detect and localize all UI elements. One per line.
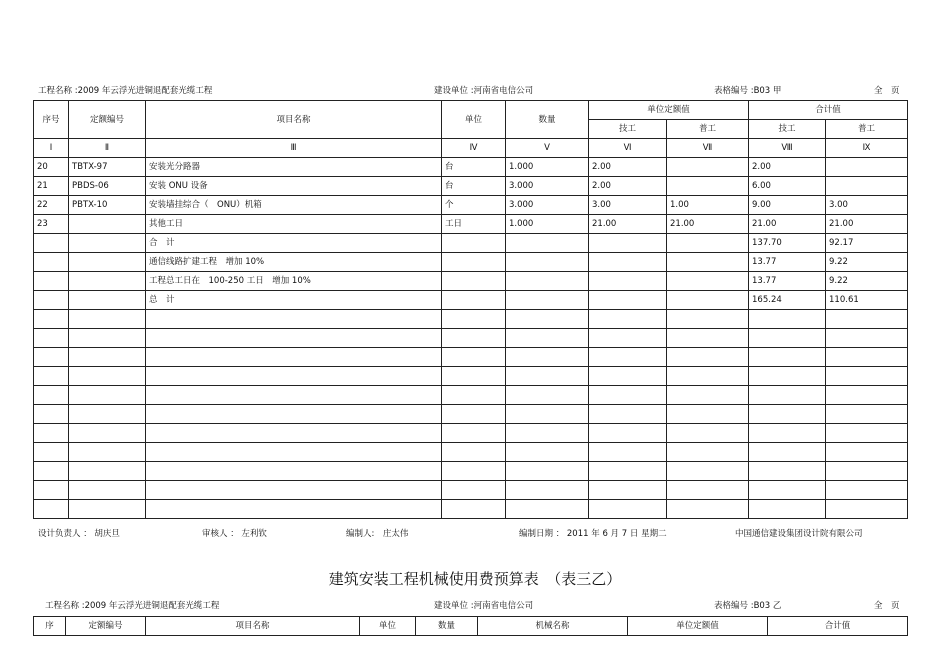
table-row [34, 158, 908, 177]
cell-unit [442, 329, 506, 348]
cell-qty [506, 500, 589, 519]
table-row [34, 405, 908, 424]
cell-qty: 1.000 [506, 158, 589, 177]
cell-item-name [146, 462, 442, 481]
roman-cell: Ⅰ [34, 139, 69, 158]
cell-total-general [826, 481, 908, 500]
table-row [34, 367, 908, 386]
cell-unit: 工日 [442, 215, 506, 234]
cell-unit-general [667, 367, 749, 386]
cell-quota-no [69, 329, 146, 348]
cell-item-name [146, 310, 442, 329]
cell-unit-skilled [589, 253, 667, 272]
table-row [34, 348, 908, 367]
cell-seq: 20 [34, 158, 69, 177]
cell-qty [506, 310, 589, 329]
cell-item-name [146, 424, 442, 443]
cell-total-skilled: 9.00 [749, 196, 826, 215]
cell-qty: 3.000 [506, 196, 589, 215]
cell-seq [34, 291, 69, 310]
cell-quota-no [69, 291, 146, 310]
machinery-budget-table [33, 616, 908, 636]
cell-seq: 21 [34, 177, 69, 196]
cell-qty [506, 462, 589, 481]
cell-total-general [826, 177, 908, 196]
cell-quota-no: PBDS-06 [69, 177, 146, 196]
cell-total-skilled [749, 424, 826, 443]
col-header-machine-name: 机械名称 [478, 617, 628, 636]
cell-qty [506, 291, 589, 310]
cell-qty [506, 405, 589, 424]
cell-unit-skilled [589, 367, 667, 386]
designer: 设计负责人 ： 胡庆旦 [38, 529, 120, 539]
cell-unit-skilled [589, 348, 667, 367]
cell-unit-general [667, 177, 749, 196]
col-header-quota-no: 定额编号 [69, 101, 146, 139]
cell-unit-general [667, 462, 749, 481]
col-header-unit-2: 单位 [360, 617, 416, 636]
table-row [34, 253, 908, 272]
col-header-general: 普工 [826, 120, 908, 139]
page-count: 全 页 [874, 86, 900, 96]
cell-seq [34, 405, 69, 424]
reviewer: 审核人 ： 左利钦 [202, 529, 267, 539]
cell-item-name: 总 计 [146, 291, 442, 310]
cell-total-general [826, 443, 908, 462]
cell-unit-skilled: 3.00 [589, 196, 667, 215]
cell-total-general [826, 348, 908, 367]
col-header-qty-2: 数量 [416, 617, 478, 636]
cell-unit-skilled: 2.00 [589, 177, 667, 196]
cell-quota-no [69, 253, 146, 272]
roman-cell: Ⅲ [146, 139, 442, 158]
cell-quota-no [69, 215, 146, 234]
cell-quota-no [69, 367, 146, 386]
cell-qty [506, 272, 589, 291]
cell-unit [442, 234, 506, 253]
roman-cell: Ⅸ [826, 139, 908, 158]
cell-item-name: 安装光分路器 [146, 158, 442, 177]
cell-unit [442, 424, 506, 443]
cell-unit-general [667, 310, 749, 329]
cell-qty [506, 443, 589, 462]
roman-cell: Ⅴ [506, 139, 589, 158]
cell-seq [34, 253, 69, 272]
cell-total-skilled: 137.70 [749, 234, 826, 253]
cell-qty [506, 386, 589, 405]
cell-seq [34, 272, 69, 291]
cell-total-general [826, 158, 908, 177]
cell-seq [34, 329, 69, 348]
cell-total-general [826, 329, 908, 348]
page-count-2: 全 页 [874, 601, 900, 611]
cell-unit-skilled [589, 272, 667, 291]
table-row [34, 481, 908, 500]
cell-seq [34, 424, 69, 443]
cell-unit [442, 481, 506, 500]
cell-qty [506, 253, 589, 272]
cell-quota-no [69, 481, 146, 500]
cell-unit-skilled [589, 291, 667, 310]
cell-seq [34, 481, 69, 500]
cell-unit-general [667, 405, 749, 424]
table-row [34, 443, 908, 462]
col-header-unit-quota-2: 单位定额值 [628, 617, 768, 636]
cell-unit-general [667, 443, 749, 462]
cell-item-name [146, 405, 442, 424]
table-row [34, 177, 908, 196]
cell-unit: 台 [442, 177, 506, 196]
cell-item-name [146, 500, 442, 519]
cell-item-name: 其他工日 [146, 215, 442, 234]
cell-total-skilled: 13.77 [749, 272, 826, 291]
table-row [34, 424, 908, 443]
cell-total-skilled [749, 348, 826, 367]
cell-seq [34, 386, 69, 405]
cell-unit-general: 1.00 [667, 196, 749, 215]
cell-unit-general [667, 481, 749, 500]
company-name: 中国通信建设集团设计院有限公司 [735, 529, 863, 539]
cell-total-general [826, 367, 908, 386]
cell-total-skilled: 21.00 [749, 215, 826, 234]
cell-total-general: 92.17 [826, 234, 908, 253]
col-header-general: 普工 [667, 120, 749, 139]
cell-unit-skilled [589, 481, 667, 500]
cell-seq [34, 462, 69, 481]
cell-unit-skilled [589, 310, 667, 329]
cell-seq [34, 367, 69, 386]
cell-seq [34, 234, 69, 253]
cell-quota-no [69, 234, 146, 253]
col-header-quota-no-2: 定额编号 [66, 617, 146, 636]
cell-seq: 22 [34, 196, 69, 215]
cell-quota-no: TBTX-97 [69, 158, 146, 177]
cell-total-skilled [749, 500, 826, 519]
cell-unit-general [667, 234, 749, 253]
table-row [34, 386, 908, 405]
col-header-skilled: 技工 [749, 120, 826, 139]
cell-unit-general [667, 253, 749, 272]
cell-item-name [146, 367, 442, 386]
cell-quota-no [69, 443, 146, 462]
cell-unit [442, 310, 506, 329]
construction-unit: 建设单位 :河南省电信公司 [434, 86, 534, 96]
cell-qty [506, 234, 589, 253]
construction-unit-2: 建设单位 :河南省电信公司 [434, 601, 534, 611]
cell-item-name: 工程总工日在 100-250 工日 增加 10% [146, 272, 442, 291]
form-number: 表格编号 :B03 甲 [714, 86, 782, 96]
cell-unit-general [667, 329, 749, 348]
roman-cell: Ⅳ [442, 139, 506, 158]
cell-unit: 台 [442, 158, 506, 177]
cell-unit [442, 367, 506, 386]
cell-total-general [826, 405, 908, 424]
cell-unit-general [667, 424, 749, 443]
cell-total-general [826, 462, 908, 481]
cell-unit [442, 253, 506, 272]
form-number-2: 表格编号 :B03 乙 [714, 601, 782, 611]
cell-unit-skilled [589, 386, 667, 405]
cell-unit: 个 [442, 196, 506, 215]
cell-unit-skilled [589, 462, 667, 481]
roman-cell: Ⅵ [589, 139, 667, 158]
project-name-2: 工程名称 :2009 年云浮光进铜退配套光缆工程 [45, 601, 220, 611]
cell-seq: 23 [34, 215, 69, 234]
cell-unit-general: 21.00 [667, 215, 749, 234]
cell-unit-skilled: 21.00 [589, 215, 667, 234]
cell-quota-no [69, 405, 146, 424]
cell-unit [442, 386, 506, 405]
project-name: 工程名称 :2009 年云浮光进铜退配套光缆工程 [38, 86, 213, 96]
table-row [34, 272, 908, 291]
cell-total-skilled [749, 481, 826, 500]
cell-item-name: 合 计 [146, 234, 442, 253]
cell-total-skilled [749, 462, 826, 481]
compile-date: 编制日期 ： 2011 年 6 月 7 日 星期二 [519, 529, 667, 539]
author: 编制人: 庄太伟 [346, 529, 409, 539]
cell-unit-skilled [589, 234, 667, 253]
cell-total-general: 21.00 [826, 215, 908, 234]
cell-unit-general [667, 386, 749, 405]
cell-unit-general [667, 348, 749, 367]
cell-qty [506, 424, 589, 443]
cell-qty [506, 348, 589, 367]
cell-total-skilled: 165.24 [749, 291, 826, 310]
cell-unit-skilled [589, 443, 667, 462]
col-header-seq: 序号 [34, 101, 69, 139]
cell-qty [506, 367, 589, 386]
cell-unit-skilled: 2.00 [589, 158, 667, 177]
cell-quota-no [69, 348, 146, 367]
col-header-total-2: 合计值 [768, 617, 908, 636]
cell-qty: 3.000 [506, 177, 589, 196]
roman-cell: Ⅱ [69, 139, 146, 158]
table-row [34, 500, 908, 519]
cell-unit [442, 462, 506, 481]
cell-unit [442, 348, 506, 367]
table-row [34, 234, 908, 253]
col-header-item-name: 项目名称 [146, 101, 442, 139]
table-row [34, 462, 908, 481]
cell-quota-no [69, 386, 146, 405]
cell-total-skilled [749, 405, 826, 424]
cell-item-name [146, 386, 442, 405]
cell-item-name: 通信线路扩建工程 增加 10% [146, 253, 442, 272]
roman-cell: Ⅶ [667, 139, 749, 158]
table-row [34, 196, 908, 215]
cell-total-skilled: 6.00 [749, 177, 826, 196]
cell-total-skilled: 13.77 [749, 253, 826, 272]
labor-budget-table [33, 100, 908, 519]
cell-total-general [826, 310, 908, 329]
cell-unit-skilled [589, 405, 667, 424]
cell-seq [34, 348, 69, 367]
cell-item-name [146, 443, 442, 462]
cell-item-name: 安装 ONU 设备 [146, 177, 442, 196]
table-row [34, 215, 908, 234]
cell-seq [34, 443, 69, 462]
cell-unit-skilled [589, 500, 667, 519]
cell-seq [34, 500, 69, 519]
cell-total-general [826, 424, 908, 443]
cell-total-general: 9.22 [826, 272, 908, 291]
cell-total-general: 9.22 [826, 253, 908, 272]
cell-unit [442, 272, 506, 291]
cell-qty [506, 329, 589, 348]
cell-total-skilled [749, 443, 826, 462]
col-header-unit: 单位 [442, 101, 506, 139]
cell-quota-no [69, 272, 146, 291]
cell-item-name [146, 481, 442, 500]
cell-unit-general [667, 158, 749, 177]
cell-total-skilled: 2.00 [749, 158, 826, 177]
cell-total-general: 3.00 [826, 196, 908, 215]
cell-total-general: 110.61 [826, 291, 908, 310]
cell-quota-no [69, 500, 146, 519]
cell-unit-skilled [589, 424, 667, 443]
roman-cell: Ⅷ [749, 139, 826, 158]
cell-total-general [826, 500, 908, 519]
col-header-seq-2: 序 [34, 617, 66, 636]
cell-quota-no [69, 424, 146, 443]
cell-unit [442, 291, 506, 310]
cell-qty [506, 481, 589, 500]
cell-unit-general [667, 500, 749, 519]
cell-total-skilled [749, 386, 826, 405]
cell-quota-no [69, 310, 146, 329]
cell-unit [442, 405, 506, 424]
sheet2-title: 建筑安装工程机械使用费预算表 （表三乙） [328, 570, 622, 588]
cell-unit-skilled [589, 329, 667, 348]
cell-item-name: 安装墙挂综合（ ONU）机箱 [146, 196, 442, 215]
roman-numeral-row [34, 139, 908, 158]
col-header-skilled: 技工 [589, 120, 667, 139]
cell-quota-no: PBTX-10 [69, 196, 146, 215]
cell-unit-general [667, 272, 749, 291]
cell-unit [442, 500, 506, 519]
cell-total-skilled [749, 367, 826, 386]
cell-unit-general [667, 291, 749, 310]
cell-quota-no [69, 462, 146, 481]
col-header-total: 合计值 [749, 101, 908, 120]
cell-qty: 1.000 [506, 215, 589, 234]
table-row [34, 310, 908, 329]
table-row [34, 291, 908, 310]
cell-total-skilled [749, 329, 826, 348]
cell-total-general [826, 386, 908, 405]
col-header-unit-quota: 单位定额值 [589, 101, 749, 120]
cell-seq [34, 310, 69, 329]
col-header-item-name-2: 项目名称 [146, 617, 360, 636]
cell-unit [442, 443, 506, 462]
cell-item-name [146, 348, 442, 367]
cell-item-name [146, 329, 442, 348]
table-row [34, 329, 908, 348]
col-header-qty: 数量 [506, 101, 589, 139]
cell-total-skilled [749, 310, 826, 329]
